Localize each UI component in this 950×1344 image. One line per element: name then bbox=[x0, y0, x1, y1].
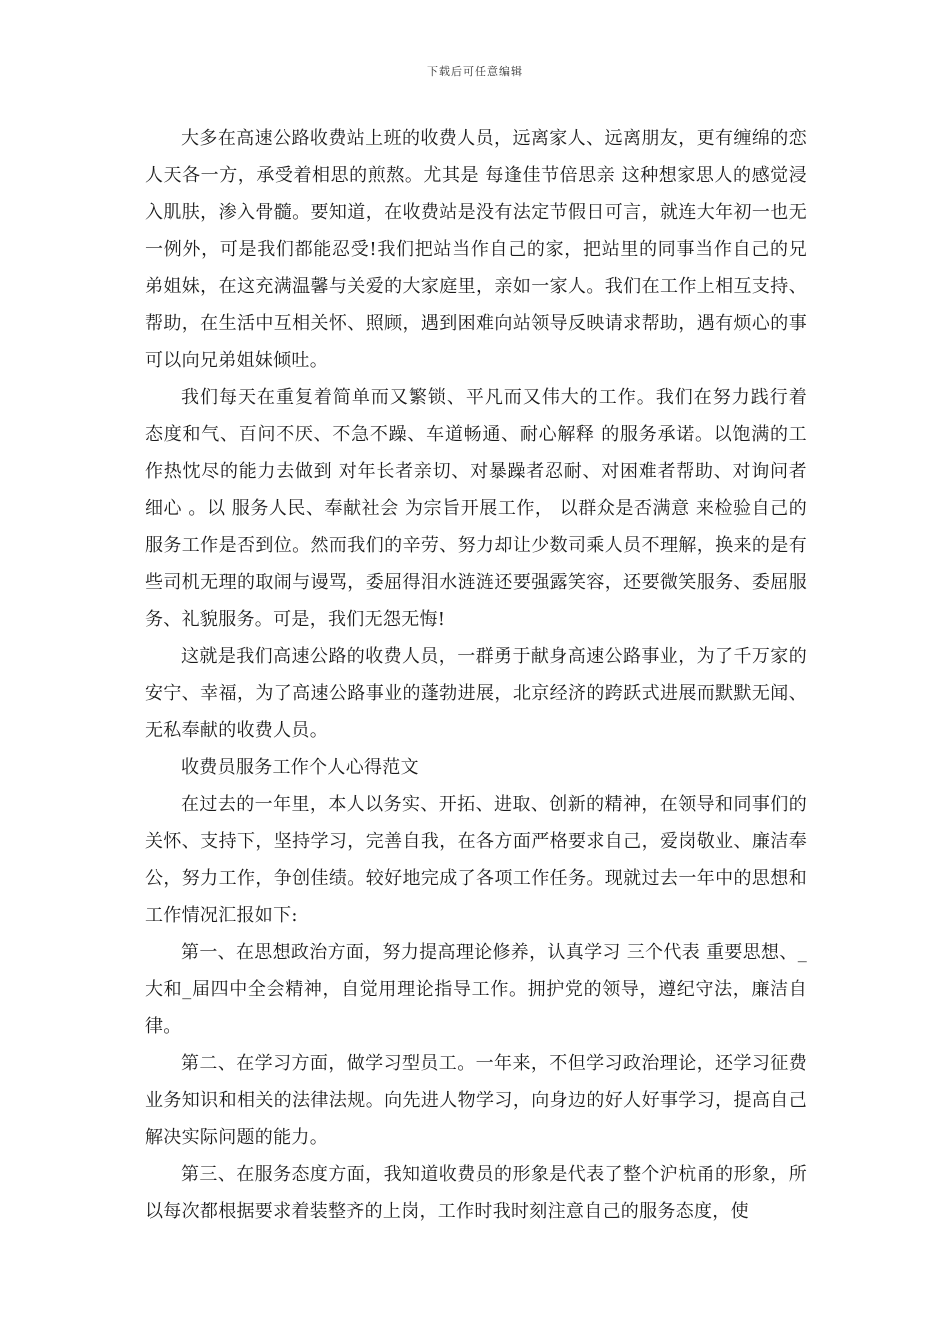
document-body bbox=[145, 120, 807, 1230]
paragraph-6: 第二、在学习方面，做学习型员工。一年来，不但学习政治理论，还学习征费业务知识和相关的法律法规。向先进人物学习，向身边的好人好事学习，提高自己解决实际问题的能力。 bbox=[145, 1053, 807, 1148]
paragraph-7: 第三、在服务态度方面，我知道收费员的形象是代表了整个沪杭甬的形象，所以每次都根据要求着装整齐的上岗，工作时我时刻注意自己的服务态度，使 bbox=[145, 1164, 807, 1222]
paragraph-3: 这就是我们高速公路的收费人员，一群勇于献身高速公路事业，为了千万家的安宁、幸福，为了高速公路事业的蓬勃进展，北京经济的跨跃式进展而默默无闻、无私奉献的收费人员。 bbox=[145, 646, 807, 741]
paragraph-2: 我们每天在重复着简单而又繁锁、平凡而又伟大的工作。我们在努力践行着 态度和气、百问不厌、不急不躁、车道畅通、耐心解释 的服务承诺。以饱满的工作热忱尽的能力去做到 对年长者亲切、对暴躁者忍耐、对困难者帮助、对询问者细心 。以 服务人民、奉献社会 为宗旨开展工作， 以群众是否满意 来检验自己的服务工作是否到位。然而我们的辛劳、努力却让少数司乘人员不理解，换来的是有些司机无理的取闹与谩骂，委屈得泪水涟涟还要强露笑容，还要微笑服务、委屈服务、礼貌服务。可是，我们无怨无悔! bbox=[145, 387, 807, 630]
paragraph-4: 在过去的一年里，本人以务实、开拓、进取、创新的精神，在领导和同事们的关怀、支持下，坚持学习，完善自我，在各方面严格要求自己，爱岗敬业、廉洁奉公，努力工作，争创佳绩。较好地完成了各项工作任务。现就过去一年中的思想和工作情况汇报如下: bbox=[145, 794, 807, 926]
paragraph-1: 大多在高速公路收费站上班的收费人员，远离家人、远离朋友，更有缠绵的恋人天各一方，承受着相思的煎熬。尤其是 每逢佳节倍思亲 这种想家思人的感觉浸入肌肤，渗入骨髓。要知道，在收费站是没有法定节假日可言，就连大年初一也无一例外，可是我们都能忍受!我们把站当作自己的家，把站里的同事当作自己的兄弟姐妹，在这充满温馨与关爱的大家庭里，亲如一家人。我们在工作上相互支持、帮助，在生活中互相关怀、照顾，遇到困难向站领导反映请求帮助，遇有烦心的事可以向兄弟姐妹倾吐。 bbox=[145, 128, 807, 371]
section-heading: 收费员服务工作个人心得范文 bbox=[181, 757, 419, 778]
page-header: 下载后可任意编辑 bbox=[427, 65, 523, 78]
paragraph-5: 第一、在思想政治方面，努力提高理论修养，认真学习 三个代表 重要思想、_大和_届四中全会精神，自觉用理论指导工作。拥护党的领导，遵纪守法，廉洁自律。 bbox=[145, 942, 807, 1037]
